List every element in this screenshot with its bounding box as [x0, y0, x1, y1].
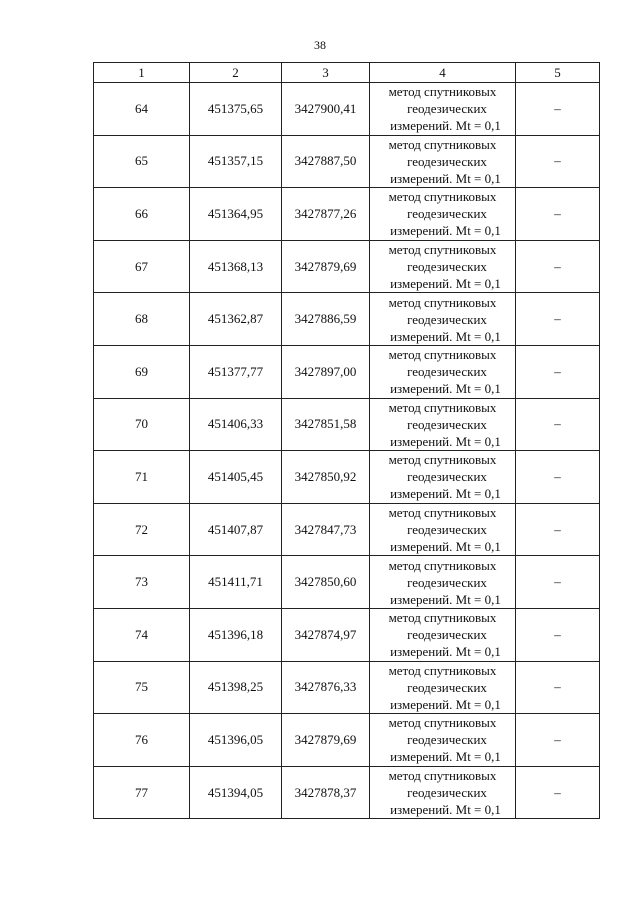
method-line: метод спутниковых — [388, 662, 497, 678]
table-row — [94, 293, 600, 346]
point-number-cell: 75 — [94, 661, 190, 714]
method-line: геодезических — [407, 206, 487, 222]
header-col-4: 4 — [370, 63, 516, 83]
point-number-cell: 70 — [94, 398, 190, 451]
coordinate-x-cell: 451396,05 — [190, 714, 282, 767]
table-row — [94, 398, 600, 451]
method-line: геодезических — [407, 469, 487, 485]
note-cell: – — [516, 766, 600, 819]
note-cell: – — [516, 398, 600, 451]
method-line: метод спутниковых — [388, 347, 497, 363]
method-line: геодезических — [407, 574, 487, 590]
method-line: измерений. Mt = 0,1 — [390, 118, 501, 134]
method-line: геодезических — [407, 259, 487, 275]
coordinate-y-cell: 3427879,69 — [282, 240, 370, 293]
table-row — [94, 556, 600, 609]
coordinate-x-cell: 451394,05 — [190, 766, 282, 819]
method-cell — [370, 240, 516, 293]
method-line: измерений. Mt = 0,1 — [390, 381, 501, 397]
page-number: 38 — [314, 38, 326, 52]
method-line: измерений. Mt = 0,1 — [390, 328, 501, 344]
point-number-cell: 77 — [94, 766, 190, 819]
coordinate-x-cell: 451364,95 — [190, 188, 282, 241]
note-cell: – — [516, 240, 600, 293]
note-cell: – — [516, 451, 600, 504]
note-cell: – — [516, 293, 600, 346]
method-cell — [370, 451, 516, 504]
coordinate-x-cell: 451411,71 — [190, 556, 282, 609]
table-row — [94, 714, 600, 767]
table-row — [94, 608, 600, 661]
method-cell — [370, 714, 516, 767]
note-cell: – — [516, 188, 600, 241]
coordinate-x-cell: 451407,87 — [190, 503, 282, 556]
method-cell — [370, 608, 516, 661]
note-cell: – — [516, 503, 600, 556]
table-row — [94, 661, 600, 714]
method-cell — [370, 398, 516, 451]
coordinates-table — [93, 62, 600, 819]
coordinate-y-cell: 3427874,97 — [282, 608, 370, 661]
method-line: измерений. Mt = 0,1 — [390, 486, 501, 502]
method-line: метод спутниковых — [388, 452, 497, 468]
table-row — [94, 188, 600, 241]
method-line: метод спутниковых — [388, 84, 497, 100]
method-line: геодезических — [407, 364, 487, 380]
method-line: измерений. Mt = 0,1 — [390, 696, 501, 712]
note-cell: – — [516, 345, 600, 398]
method-line: геодезических — [407, 522, 487, 538]
method-line: метод спутниковых — [388, 715, 497, 731]
table-row — [94, 345, 600, 398]
note-cell: – — [516, 83, 600, 136]
method-line: измерений. Mt = 0,1 — [390, 591, 501, 607]
method-line: измерений. Mt = 0,1 — [390, 276, 501, 292]
table-row — [94, 83, 600, 136]
method-cell — [370, 293, 516, 346]
table-row — [94, 766, 600, 819]
coordinate-x-cell: 451368,13 — [190, 240, 282, 293]
coordinate-x-cell: 451396,18 — [190, 608, 282, 661]
coordinate-y-cell: 3427897,00 — [282, 345, 370, 398]
point-number-cell: 65 — [94, 135, 190, 188]
point-number-cell: 69 — [94, 345, 190, 398]
point-number-cell: 68 — [94, 293, 190, 346]
coordinate-x-cell: 451357,15 — [190, 135, 282, 188]
method-cell — [370, 661, 516, 714]
method-line: метод спутниковых — [388, 294, 497, 310]
coordinate-y-cell: 3427887,50 — [282, 135, 370, 188]
coordinate-x-cell: 451362,87 — [190, 293, 282, 346]
point-number-cell: 71 — [94, 451, 190, 504]
header-col-5: 5 — [516, 63, 600, 83]
method-line: геодезических — [407, 679, 487, 695]
method-line: геодезических — [407, 785, 487, 801]
note-cell: – — [516, 661, 600, 714]
method-line: измерений. Mt = 0,1 — [390, 170, 501, 186]
coordinate-y-cell: 3427850,92 — [282, 451, 370, 504]
method-cell — [370, 345, 516, 398]
note-cell: – — [516, 714, 600, 767]
method-line: метод спутниковых — [388, 189, 497, 205]
method-cell — [370, 556, 516, 609]
method-cell — [370, 135, 516, 188]
coordinate-y-cell: 3427878,37 — [282, 766, 370, 819]
method-cell — [370, 188, 516, 241]
coordinate-x-cell: 451405,45 — [190, 451, 282, 504]
method-line: геодезических — [407, 732, 487, 748]
note-cell: – — [516, 608, 600, 661]
method-line: измерений. Mt = 0,1 — [390, 802, 501, 818]
method-line: измерений. Mt = 0,1 — [390, 644, 501, 660]
method-line: метод спутниковых — [388, 610, 497, 626]
method-line: метод спутниковых — [388, 768, 497, 784]
method-line: измерений. Mt = 0,1 — [390, 749, 501, 765]
header-col-1: 1 — [94, 63, 190, 83]
method-line: измерений. Mt = 0,1 — [390, 539, 501, 555]
method-line: геодезических — [407, 627, 487, 643]
coordinate-x-cell: 451406,33 — [190, 398, 282, 451]
header-col-2: 2 — [190, 63, 282, 83]
note-cell: – — [516, 556, 600, 609]
coordinate-x-cell: 451398,25 — [190, 661, 282, 714]
coordinate-x-cell: 451375,65 — [190, 83, 282, 136]
header-row — [94, 63, 600, 83]
method-line: геодезических — [407, 416, 487, 432]
point-number-cell: 72 — [94, 503, 190, 556]
method-line: метод спутниковых — [388, 136, 497, 152]
header-col-3: 3 — [282, 63, 370, 83]
point-number-cell: 64 — [94, 83, 190, 136]
method-line: измерений. Mt = 0,1 — [390, 433, 501, 449]
point-number-cell: 66 — [94, 188, 190, 241]
coordinate-y-cell: 3427851,58 — [282, 398, 370, 451]
note-cell: – — [516, 135, 600, 188]
coordinate-y-cell: 3427886,59 — [282, 293, 370, 346]
coordinate-y-cell: 3427876,33 — [282, 661, 370, 714]
method-line: геодезических — [407, 311, 487, 327]
coordinate-x-cell: 451377,77 — [190, 345, 282, 398]
table-row — [94, 503, 600, 556]
point-number-cell: 74 — [94, 608, 190, 661]
table-header — [94, 63, 600, 83]
point-number-cell: 67 — [94, 240, 190, 293]
table-row — [94, 451, 600, 504]
table-row — [94, 135, 600, 188]
method-line: метод спутниковых — [388, 242, 497, 258]
coordinate-y-cell: 3427877,26 — [282, 188, 370, 241]
method-line: метод спутниковых — [388, 399, 497, 415]
method-line: измерений. Mt = 0,1 — [390, 223, 501, 239]
coordinate-y-cell: 3427879,69 — [282, 714, 370, 767]
point-number-cell: 73 — [94, 556, 190, 609]
method-line: геодезических — [407, 101, 487, 117]
table-row — [94, 240, 600, 293]
method-line: геодезических — [407, 153, 487, 169]
table-body — [94, 83, 600, 819]
method-line: метод спутниковых — [388, 557, 497, 573]
coordinate-y-cell: 3427847,73 — [282, 503, 370, 556]
method-cell — [370, 503, 516, 556]
point-number-cell: 76 — [94, 714, 190, 767]
method-cell — [370, 83, 516, 136]
method-cell — [370, 766, 516, 819]
coordinate-y-cell: 3427900,41 — [282, 83, 370, 136]
method-line: метод спутниковых — [388, 505, 497, 521]
coordinate-y-cell: 3427850,60 — [282, 556, 370, 609]
